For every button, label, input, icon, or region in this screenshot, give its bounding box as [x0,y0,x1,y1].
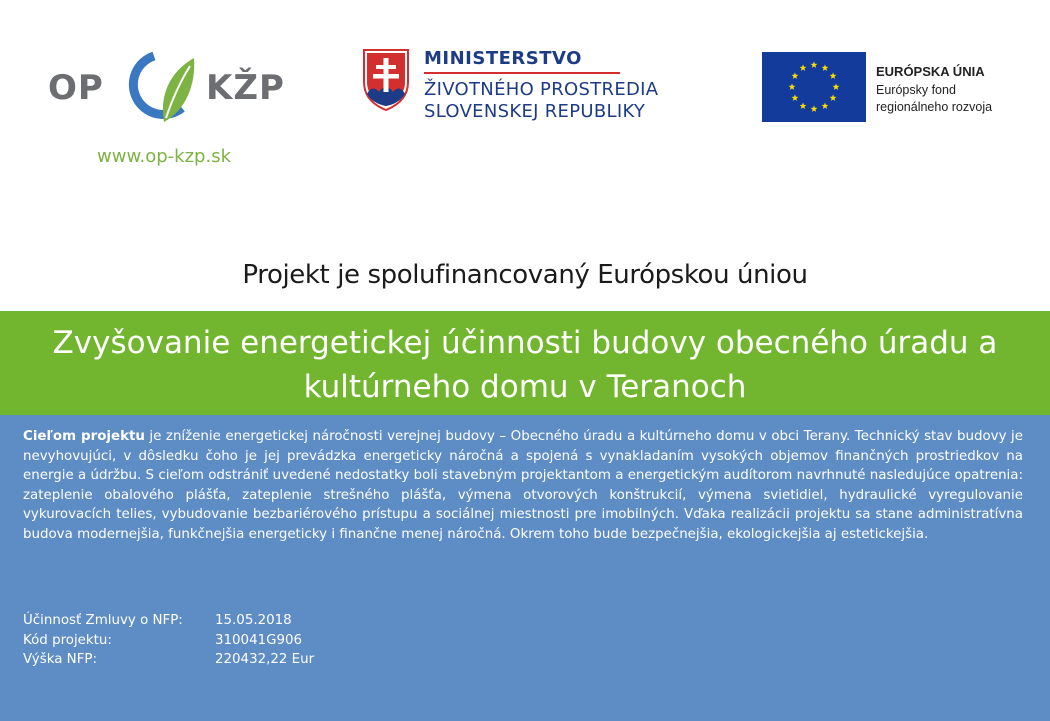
cofinancing-statement: Projekt je spolufinancovaný Európskou úniou [242,260,808,290]
ministry-line-3: SLOVENSKEJ REPUBLIKY [424,101,646,122]
eu-line-1: EURÓPSKA ÚNIA [876,64,985,79]
fact-label: Kód projektu: [23,632,112,648]
leaf-mark-icon [120,48,200,128]
eu-logo [762,52,1032,124]
fact-row [23,631,314,651]
slovak-coat-of-arms-icon [362,48,410,112]
eu-line-3: regionálneho rozvoja [876,100,993,114]
project-title: Zvyšovanie energetickej účinnosti budovy obecného úradu a kultúrneho domu v Teranoch [52,325,998,405]
op-kzp-logo [48,48,288,138]
project-title-bar [0,311,1050,415]
fact-value: 220432,22 Eur [215,652,315,668]
ministry-line-2: ŽIVOTNÉHO PROSTREDIA [424,79,659,100]
fact-row [23,650,314,670]
description-lead: Cieľom projektu [23,429,145,444]
op-kzp-logo-kzp: KŽP [206,68,285,108]
ministry-line-1: MINISTERSTVO [424,48,582,69]
fact-value: 310041G906 [215,632,303,648]
op-kzp-logo-op: OP [48,68,104,108]
fact-label: Výška NFP: [23,652,97,668]
website-url: www.op-kzp.sk [97,146,231,167]
ministry-red-rule [424,72,620,74]
fact-value: 15.05.2018 [215,613,292,628]
eu-line-2: Európsky fond [876,83,956,97]
description-text: je zníženie energetickej náročnosti verejnej budovy – Obecného úradu a kultúrneho domu v obci Terany. Technický stav budovy je nevyhovujúci, v dôsledku čoho je jej prevádzka energeticky náročná a spojená s vynakladaním vysokých objemov finančných prostriedkov na energie a údržbu. S cieľom odstrániť uvedené nedostatky boli stavebným projektantom a energetickým audítorom navrhnuté nasledujúce opatrenia: zateplenie obalového plášťa, zateplenie strešného plášťa, výmena otvorových konštrukcií, výmena svietidiel, hydraulické vyregulovanie vykurovacích telies, vybudovanie bezbariérového prístupu a sociálnej miestnosti pre imobilných. Vďaka realizácii projektu sa stane administratívna budova modernejšia, funkčnejšia energeticky i finančne menej náročná. Okrem toho bude bezpečnejšia, ekologickejšia aj estetickejšia. [23,429,1023,542]
fact-row [23,611,314,631]
logo-header [0,0,1050,250]
project-description [23,427,1023,545]
project-facts [23,611,314,670]
fact-label: Účinnosť Zmluvy o NFP: [23,613,183,628]
project-info-panel [0,415,1050,721]
eu-flag-icon [762,52,866,122]
ministry-logo [362,48,692,128]
